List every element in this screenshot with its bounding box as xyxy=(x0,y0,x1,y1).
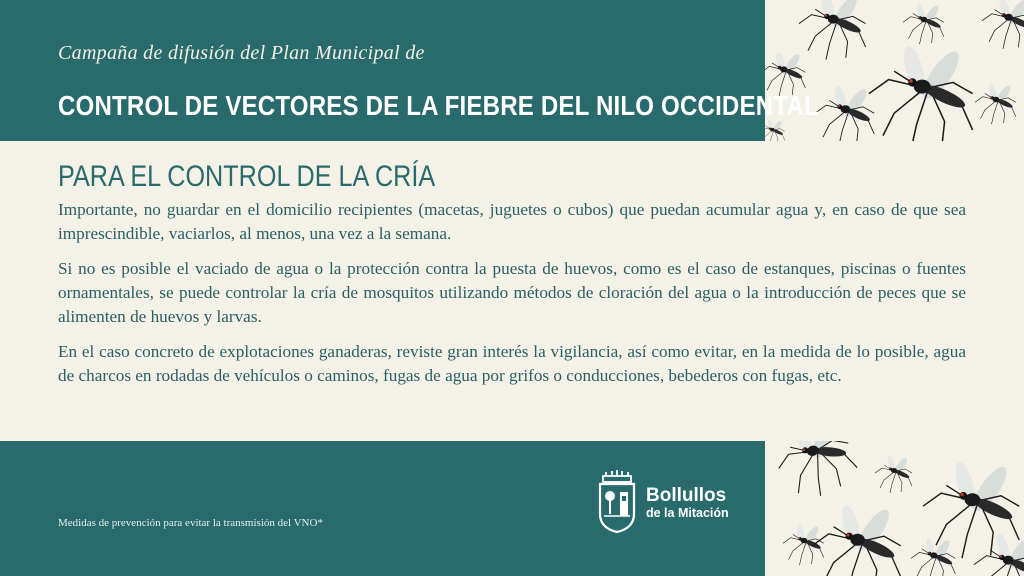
page-title: CONTROL DE VECTORES DE LA FIEBRE DEL NILO OCCIDENTAL xyxy=(58,90,819,121)
section-body xyxy=(58,198,966,399)
section-title: PARA EL CONTROL DE LA CRÍA xyxy=(58,160,436,193)
paragraph: Si no es posible el vaciado de agua o la protección contra la puesta de huevos, como es el caso de estanques, piscinas o fuentes ornamentales, se puede controlar la cría de mosquitos utilizando métodos de cloración del agua o la introducción de peces que se alimenten de huevos y larvas. xyxy=(58,259,966,326)
logo-name: Bollullos xyxy=(646,485,727,506)
paragraph: En el caso concreto de explotaciones ganaderas, reviste gran interés la vigilancia, así como evitar, en la medida de lo posible, agua de charcos en rodadas de vehículos o caminos, fugas de agua por grifos o conducciones, bebederos con fugas, etc. xyxy=(58,342,966,385)
mosquito-icon xyxy=(765,441,1024,576)
logo-subtitle: de la Mitación xyxy=(646,506,729,520)
town-crest-icon xyxy=(594,470,640,534)
campaign-subtitle: Campaña de difusión del Plan Municipal de xyxy=(58,42,425,64)
paragraph: Importante, no guardar en el domicilio recipientes (macetas, juguetes o cubos) que puedan acumular agua y, en caso de que sea imprescindible, vaciarlos, al menos, una vez a la semana. xyxy=(58,200,966,243)
footnote: Medidas de prevención para evitar la transmisión del VNO* xyxy=(58,517,323,529)
